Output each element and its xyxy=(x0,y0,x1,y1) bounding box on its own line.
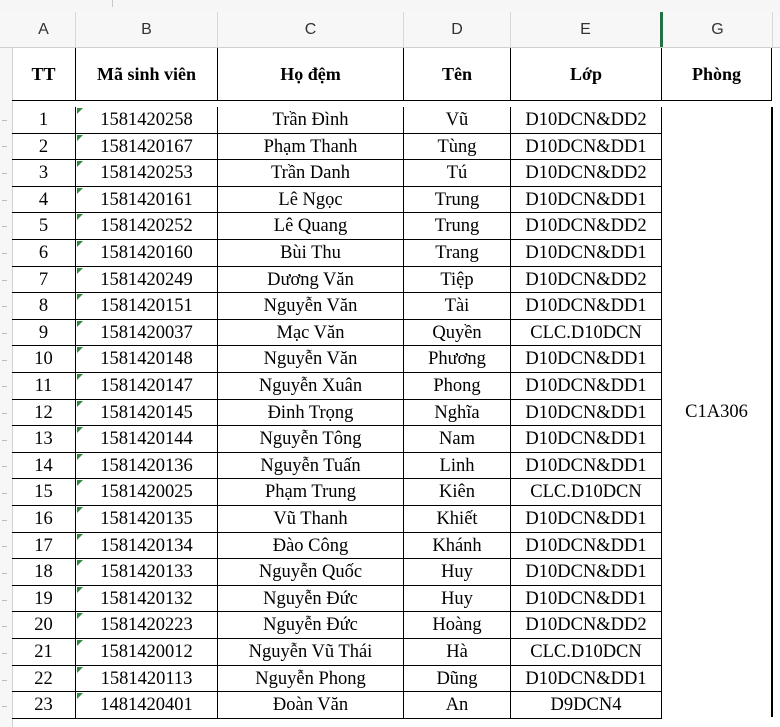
cell-ho-dem-text: Nguyễn Quốc xyxy=(258,562,363,583)
cell-tt[interactable] xyxy=(12,479,76,506)
cell-ma-sinh-vien[interactable] xyxy=(76,692,218,719)
cell-ten-text: Tú xyxy=(446,163,468,184)
cell-ten-text: Huy xyxy=(441,588,473,609)
cell-ma-sinh-vien[interactable] xyxy=(76,134,218,161)
cell-tt-text: 16 xyxy=(34,509,53,529)
cell-ten[interactable] xyxy=(404,533,511,560)
cell-lop-text: D10DCN&DD1 xyxy=(525,455,647,476)
cell-ten-text: Nghĩa xyxy=(434,402,480,423)
number-as-text-indicator-icon xyxy=(77,347,83,353)
cell-lop[interactable] xyxy=(511,267,662,294)
cell-lop-text: D10DCN&DD1 xyxy=(525,136,647,157)
column-header-b[interactable]: B xyxy=(76,12,218,47)
cell-ten[interactable] xyxy=(404,612,511,639)
table-row xyxy=(12,373,780,400)
cell-tt-text: 2 xyxy=(38,136,49,157)
cell-tt[interactable] xyxy=(12,692,76,719)
cell-tt-text: 19 xyxy=(34,588,53,609)
cell-ho-dem-text: Nguyễn Vũ Thái xyxy=(248,642,373,662)
cell-ten-text: Quyền xyxy=(432,322,482,343)
cell-tt-text: 20 xyxy=(34,615,53,636)
cell-ma-sinh-vien[interactable] xyxy=(76,586,218,613)
cell-ten-text: Vũ xyxy=(445,110,469,130)
cell-lop-text: D10DCN&DD1 xyxy=(525,296,647,317)
table-row xyxy=(12,426,780,453)
cell-ho-dem[interactable] xyxy=(218,267,404,294)
cell-ma-sinh-vien[interactable] xyxy=(76,213,218,240)
cell-tt-text: 3 xyxy=(38,163,49,184)
header-phong[interactable]: Phòng xyxy=(662,48,772,101)
table-header-row xyxy=(12,48,780,101)
cell-tt[interactable] xyxy=(12,240,76,267)
cell-ma-sinh-vien-text: 1581420253 xyxy=(100,163,193,184)
cell-ten-text: An xyxy=(445,695,469,716)
cell-tt[interactable] xyxy=(12,187,76,214)
table-row xyxy=(12,187,780,214)
cell-tt[interactable] xyxy=(12,293,76,320)
table-row xyxy=(12,479,780,506)
cell-tt-text: 7 xyxy=(38,269,49,290)
cell-ma-sinh-vien-text: 1581420133 xyxy=(100,562,193,583)
cell-lop-text: D10DCN&DD1 xyxy=(525,429,647,450)
cell-ma-sinh-vien-text: 1581420132 xyxy=(100,588,193,609)
header-lop[interactable]: Lớp xyxy=(511,48,662,101)
cell-ho-dem-text: Đào Công xyxy=(272,535,349,556)
cell-ma-sinh-vien[interactable] xyxy=(76,400,218,427)
cell-ten[interactable] xyxy=(404,373,511,400)
cell-ma-sinh-vien[interactable] xyxy=(76,479,218,506)
number-as-text-indicator-icon xyxy=(77,135,83,141)
cell-ma-sinh-vien-text: 1581420147 xyxy=(100,376,193,396)
cell-tt[interactable] xyxy=(12,267,76,294)
column-header-c[interactable]: C xyxy=(218,12,404,47)
cell-lop[interactable] xyxy=(511,373,662,400)
data-rows xyxy=(12,107,780,727)
header-ho-dem[interactable]: Họ đệm xyxy=(218,48,404,101)
cell-ten[interactable] xyxy=(404,426,511,453)
number-as-text-indicator-icon xyxy=(77,640,83,646)
table-row xyxy=(12,134,780,161)
table-row xyxy=(12,639,780,666)
number-as-text-indicator-icon xyxy=(77,480,83,486)
cell-ho-dem-text: Nguyễn Phong xyxy=(255,668,366,689)
cell-lop[interactable] xyxy=(511,426,662,453)
cell-ma-sinh-vien-text: 1581420144 xyxy=(100,429,193,450)
cell-lop[interactable] xyxy=(511,160,662,187)
cell-ten[interactable] xyxy=(404,692,511,719)
cell-ma-sinh-vien[interactable] xyxy=(76,453,218,480)
number-as-text-indicator-icon xyxy=(77,613,83,619)
cell-tt[interactable] xyxy=(12,160,76,187)
table-row xyxy=(12,107,780,134)
cell-ma-sinh-vien[interactable] xyxy=(76,426,218,453)
cell-ho-dem[interactable] xyxy=(218,586,404,613)
cell-tt-text: 23 xyxy=(34,695,53,716)
cell-ho-dem[interactable] xyxy=(218,533,404,560)
cell-tt[interactable] xyxy=(12,426,76,453)
table-row xyxy=(12,320,780,347)
number-as-text-indicator-icon xyxy=(77,294,83,300)
cell-ma-sinh-vien-text: 1581420167 xyxy=(100,136,193,157)
cell-ma-sinh-vien[interactable] xyxy=(76,666,218,693)
cell-ten[interactable] xyxy=(404,346,511,373)
cell-tt[interactable] xyxy=(12,320,76,347)
cell-ho-dem[interactable] xyxy=(218,612,404,639)
number-as-text-indicator-icon xyxy=(77,667,83,673)
cell-lop-text: D10DCN&DD1 xyxy=(525,588,647,609)
cell-tt-text: 4 xyxy=(38,189,49,210)
number-as-text-indicator-icon xyxy=(77,374,83,380)
cell-lop[interactable] xyxy=(511,134,662,161)
cell-ma-sinh-vien[interactable] xyxy=(76,506,218,533)
cell-ma-sinh-vien-text: 1581420012 xyxy=(100,642,193,662)
number-as-text-indicator-icon xyxy=(77,534,83,540)
cell-lop[interactable] xyxy=(511,692,662,719)
cell-lop-text: D10DCN&DD2 xyxy=(525,110,647,130)
cell-ten[interactable] xyxy=(404,586,511,613)
cell-lop-text: D10DCN&DD1 xyxy=(525,402,647,423)
cell-tt[interactable] xyxy=(12,213,76,240)
cell-ho-dem-text: Đoàn Văn xyxy=(272,695,349,716)
cell-tt[interactable] xyxy=(12,400,76,427)
cell-ten-text: Trang xyxy=(435,243,479,263)
cell-lop[interactable] xyxy=(511,479,662,506)
cell-ho-dem-text: Nguyễn Tuấn xyxy=(260,455,361,476)
cell-ho-dem[interactable] xyxy=(218,213,404,240)
cell-ho-dem[interactable] xyxy=(218,559,404,586)
cell-ho-dem-text: Trần Danh xyxy=(271,163,350,184)
cell-lop[interactable] xyxy=(511,240,662,267)
cell-ma-sinh-vien[interactable] xyxy=(76,160,218,187)
table-row xyxy=(12,692,780,719)
column-header-a[interactable]: A xyxy=(12,12,76,47)
header-ma-sinh-vien[interactable]: Mã sinh viên xyxy=(76,48,218,101)
spreadsheet-grid xyxy=(0,48,780,727)
column-header-bar xyxy=(0,12,780,48)
cell-tt[interactable] xyxy=(12,506,76,533)
cell-ho-dem[interactable] xyxy=(218,692,404,719)
cell-ho-dem[interactable] xyxy=(218,240,404,267)
cell-tt-text: 22 xyxy=(34,668,53,689)
cell-lop-text: D10DCN&DD2 xyxy=(525,269,647,290)
cell-ho-dem[interactable] xyxy=(218,107,404,134)
cell-ten[interactable] xyxy=(404,293,511,320)
cell-tt[interactable] xyxy=(12,666,76,693)
table-row xyxy=(12,160,780,187)
table-row xyxy=(12,533,780,560)
table-row xyxy=(12,400,780,427)
cell-ten[interactable] xyxy=(404,187,511,214)
cell-ma-sinh-vien[interactable] xyxy=(76,320,218,347)
table-row xyxy=(12,612,780,639)
number-as-text-indicator-icon xyxy=(77,427,83,433)
cell-tt[interactable] xyxy=(12,134,76,161)
cell-ma-sinh-vien[interactable] xyxy=(76,639,218,666)
cell-ma-sinh-vien[interactable] xyxy=(76,559,218,586)
cell-lop-text: D10DCN&DD1 xyxy=(525,668,647,689)
cell-ten[interactable] xyxy=(404,400,511,427)
number-as-text-indicator-icon xyxy=(77,693,83,699)
cell-lop[interactable] xyxy=(511,666,662,693)
cell-tt-text: 21 xyxy=(34,642,53,662)
cell-ho-dem-text: Nguyễn Văn xyxy=(263,349,358,370)
table-row xyxy=(12,453,780,480)
cell-ho-dem[interactable] xyxy=(218,666,404,693)
header-tt[interactable]: TT xyxy=(12,48,76,101)
cell-ma-sinh-vien-text: 1481420401 xyxy=(100,695,193,716)
cell-ho-dem-text: Đinh Trọng xyxy=(267,402,354,423)
cell-lop-text: CLC.D10DCN xyxy=(530,322,642,343)
cell-lop-text: D10DCN&DD2 xyxy=(525,163,647,184)
cell-tt[interactable] xyxy=(12,559,76,586)
cell-ho-dem-text: Nguyễn Đức xyxy=(263,615,358,636)
cell-ho-dem-text: Vũ Thanh xyxy=(273,509,348,529)
cell-ho-dem-text: Nguyễn Xuân xyxy=(258,376,363,396)
cell-tt[interactable] xyxy=(12,373,76,400)
cell-tt-text: 17 xyxy=(34,535,53,556)
cell-lop[interactable] xyxy=(511,639,662,666)
cell-lop-text: D10DCN&DD1 xyxy=(525,376,647,396)
cell-tt-text: 5 xyxy=(38,216,49,237)
cell-ten[interactable] xyxy=(404,160,511,187)
cell-tt-text: 12 xyxy=(34,402,53,423)
cell-lop-text: D9DCN4 xyxy=(550,695,622,716)
cell-ten[interactable] xyxy=(404,267,511,294)
cell-lop[interactable] xyxy=(511,346,662,373)
table-row xyxy=(12,293,780,320)
cell-lop[interactable] xyxy=(511,187,662,214)
column-header-d[interactable]: D xyxy=(404,12,511,47)
cell-ma-sinh-vien-text: 1581420025 xyxy=(100,482,193,503)
cell-ten[interactable] xyxy=(404,479,511,506)
table-row xyxy=(12,213,780,240)
cell-ho-dem[interactable] xyxy=(218,320,404,347)
cell-ho-dem[interactable] xyxy=(218,426,404,453)
cell-tt-text: 6 xyxy=(38,243,49,263)
cell-lop[interactable] xyxy=(511,293,662,320)
cell-lop[interactable] xyxy=(511,107,662,134)
cell-lop[interactable] xyxy=(511,533,662,560)
header-ten[interactable]: Tên xyxy=(404,48,511,101)
cell-ten-text: Tài xyxy=(444,296,470,317)
cell-tt-text: 15 xyxy=(34,482,53,503)
cell-tt[interactable] xyxy=(12,586,76,613)
cell-lop[interactable] xyxy=(511,320,662,347)
number-as-text-indicator-icon xyxy=(77,401,83,407)
cell-tt-text: 9 xyxy=(38,322,49,343)
cell-ma-sinh-vien-text: 1581420136 xyxy=(100,455,193,476)
cell-lop[interactable] xyxy=(511,213,662,240)
number-as-text-indicator-icon xyxy=(77,321,83,327)
cell-ten-text: Hoàng xyxy=(432,615,482,636)
cell-ho-dem[interactable] xyxy=(218,134,404,161)
cell-ho-dem[interactable] xyxy=(218,639,404,666)
merged-room-cell[interactable]: C1A306 xyxy=(662,107,772,717)
cell-tt-text: 13 xyxy=(34,429,53,450)
cell-tt-text: 18 xyxy=(34,562,53,583)
cell-lop-text: D10DCN&DD2 xyxy=(525,216,647,237)
cell-ma-sinh-vien[interactable] xyxy=(76,267,218,294)
cell-ten[interactable] xyxy=(404,134,511,161)
cell-lop-text: D10DCN&DD1 xyxy=(525,189,647,210)
cell-lop[interactable] xyxy=(511,400,662,427)
table-row xyxy=(12,506,780,533)
cell-lop-text: CLC.D10DCN xyxy=(530,482,642,503)
cell-ten-text: Phương xyxy=(428,349,486,370)
cell-ma-sinh-vien-text: 1581420252 xyxy=(100,216,193,237)
number-as-text-indicator-icon xyxy=(77,454,83,460)
cell-ho-dem[interactable] xyxy=(218,453,404,480)
cell-ten-text: Khiết xyxy=(436,509,478,529)
cell-tt-text: 8 xyxy=(38,296,49,317)
cell-ho-dem-text: Lê Quang xyxy=(273,216,348,237)
cell-lop-text: D10DCN&DD1 xyxy=(525,243,647,263)
cell-lop[interactable] xyxy=(511,559,662,586)
cell-ten-text: Linh xyxy=(439,455,475,476)
column-header-e[interactable]: E xyxy=(511,12,663,47)
cell-ma-sinh-vien[interactable] xyxy=(76,346,218,373)
cell-ten-text: Trung xyxy=(434,216,480,237)
cell-ma-sinh-vien-text: 1581420223 xyxy=(100,615,193,636)
number-as-text-indicator-icon xyxy=(77,108,83,114)
cell-ma-sinh-vien-text: 1581420037 xyxy=(100,322,193,343)
cell-ma-sinh-vien[interactable] xyxy=(76,373,218,400)
cell-lop[interactable] xyxy=(511,506,662,533)
cell-ten-text: Tiệp xyxy=(440,269,474,290)
number-as-text-indicator-icon xyxy=(77,161,83,167)
cell-ten[interactable] xyxy=(404,240,511,267)
cell-ma-sinh-vien-text: 1581420151 xyxy=(100,296,193,317)
cell-ten[interactable] xyxy=(404,213,511,240)
cell-ho-dem-text: Phạm Trung xyxy=(265,482,356,503)
cell-ma-sinh-vien-text: 1581420145 xyxy=(100,402,193,423)
cell-ten[interactable] xyxy=(404,107,511,134)
cell-lop[interactable] xyxy=(511,453,662,480)
cell-tt[interactable] xyxy=(12,639,76,666)
cell-ten-text: Hà xyxy=(446,642,468,662)
table-row xyxy=(12,240,780,267)
number-as-text-indicator-icon xyxy=(77,214,83,220)
cell-ho-dem-text: Nguyễn Văn xyxy=(263,296,358,317)
cell-ten-text: Dũng xyxy=(436,668,478,689)
cell-lop-text: D10DCN&DD1 xyxy=(525,349,647,370)
cell-tt-text: 10 xyxy=(34,349,53,370)
cell-ho-dem[interactable] xyxy=(218,346,404,373)
cell-ma-sinh-vien[interactable] xyxy=(76,293,218,320)
cell-ten-text: Kiên xyxy=(439,482,475,503)
table-row xyxy=(12,559,780,586)
cell-tt[interactable] xyxy=(12,533,76,560)
number-as-text-indicator-icon xyxy=(77,587,83,593)
cell-ho-dem[interactable] xyxy=(218,373,404,400)
cell-ten[interactable] xyxy=(404,666,511,693)
cell-ho-dem-text: Nguyễn Tông xyxy=(259,429,362,450)
cell-tt[interactable] xyxy=(12,346,76,373)
cell-ho-dem-text: Trần Đình xyxy=(272,110,349,130)
cell-tt-text: 14 xyxy=(34,455,53,476)
cell-lop-text: D10DCN&DD1 xyxy=(525,535,647,556)
cell-ho-dem-text: Bùi Thu xyxy=(280,243,341,263)
column-header-g[interactable]: G xyxy=(663,12,773,47)
number-as-text-indicator-icon xyxy=(77,507,83,513)
table-row xyxy=(12,666,780,693)
cell-ma-sinh-vien-text: 1581420249 xyxy=(100,269,193,290)
cell-ten-text: Trung xyxy=(434,189,480,210)
cell-ho-dem[interactable] xyxy=(218,506,404,533)
cell-tt[interactable] xyxy=(12,453,76,480)
cell-lop-text: D10DCN&DD1 xyxy=(525,509,647,529)
cell-lop-text: CLC.D10DCN xyxy=(530,642,642,662)
cell-tt[interactable] xyxy=(12,107,76,134)
cell-ten-text: Huy xyxy=(441,562,473,583)
cell-lop[interactable] xyxy=(511,586,662,613)
cell-ten-text: Tùng xyxy=(437,136,477,157)
cell-ten-text: Khánh xyxy=(432,535,482,556)
cell-ma-sinh-vien-text: 1581420113 xyxy=(100,668,193,689)
cell-ten-text: Phong xyxy=(433,376,481,396)
table-row xyxy=(12,586,780,613)
cell-ma-sinh-vien-text: 1581420161 xyxy=(100,189,193,210)
table-row xyxy=(12,267,780,294)
cell-ten-text: Nam xyxy=(439,429,475,450)
cell-ho-dem-text: Lê Ngọc xyxy=(278,189,343,210)
cell-ho-dem[interactable] xyxy=(218,187,404,214)
number-as-text-indicator-icon xyxy=(77,241,83,247)
cell-ten[interactable] xyxy=(404,453,511,480)
cell-ho-dem-text: Mạc Văn xyxy=(276,322,345,343)
cell-ho-dem[interactable] xyxy=(218,293,404,320)
cell-ten[interactable] xyxy=(404,320,511,347)
table-row xyxy=(12,346,780,373)
cell-ma-sinh-vien-text: 1581420258 xyxy=(100,110,193,130)
cell-ma-sinh-vien[interactable] xyxy=(76,533,218,560)
cell-lop-text: D10DCN&DD2 xyxy=(525,615,647,636)
cell-ma-sinh-vien-text: 1581420160 xyxy=(100,243,193,263)
cell-tt-text: 1 xyxy=(38,110,49,130)
cell-ho-dem-text: Dương Văn xyxy=(267,269,354,290)
cell-ma-sinh-vien[interactable] xyxy=(76,187,218,214)
number-as-text-indicator-icon xyxy=(77,188,83,194)
number-as-text-indicator-icon xyxy=(77,560,83,566)
cell-ma-sinh-vien-text: 1581420135 xyxy=(100,509,193,529)
cell-ten[interactable] xyxy=(404,506,511,533)
cell-ho-dem[interactable] xyxy=(218,479,404,506)
cell-ho-dem-text: Nguyễn Đức xyxy=(263,588,358,609)
cell-ma-sinh-vien-text: 1581420148 xyxy=(100,349,193,370)
cell-ten[interactable] xyxy=(404,639,511,666)
cell-ma-sinh-vien[interactable] xyxy=(76,107,218,134)
cell-tt-text: 11 xyxy=(34,376,53,396)
cell-tt[interactable] xyxy=(12,612,76,639)
cell-lop-text: D10DCN&DD1 xyxy=(525,562,647,583)
cell-ma-sinh-vien[interactable] xyxy=(76,240,218,267)
cell-ma-sinh-vien-text: 1581420134 xyxy=(100,535,193,556)
cell-ho-dem-text: Phạm Thanh xyxy=(263,136,358,157)
number-as-text-indicator-icon xyxy=(77,268,83,274)
cell-ma-sinh-vien[interactable] xyxy=(76,612,218,639)
cell-lop[interactable] xyxy=(511,612,662,639)
cell-ho-dem[interactable] xyxy=(218,160,404,187)
cell-ten[interactable] xyxy=(404,559,511,586)
cell-ho-dem[interactable] xyxy=(218,400,404,427)
